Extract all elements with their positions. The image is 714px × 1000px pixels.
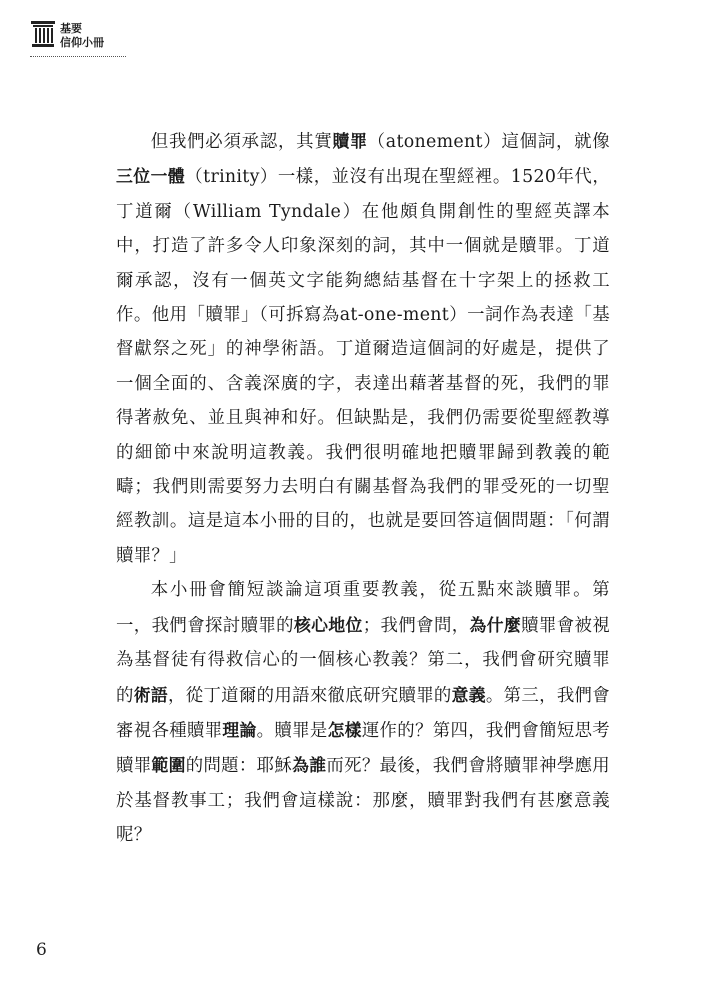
body-text xyxy=(116,124,610,853)
series-title xyxy=(60,22,104,50)
text-run: 而死？最後，我們會將贖罪神學應用於基督教事工；我們會這樣說：那麼，贖罪對我們有甚麼意義呢？ xyxy=(116,756,610,846)
text-run: ；我們會問， xyxy=(362,615,470,636)
text-run: （atonement）這個詞，就像 xyxy=(367,132,610,152)
bold-term: 理論 xyxy=(222,719,257,740)
text-run: 。贖罪是 xyxy=(256,720,328,741)
bold-term: 怎樣 xyxy=(327,719,362,740)
page-number: 6 xyxy=(36,940,47,960)
bold-term: 核心地位 xyxy=(293,614,363,635)
text-run: 。第三，我們會審視各種贖罪 xyxy=(116,685,610,741)
bold-term: 術語 xyxy=(133,684,168,705)
pillar-icon xyxy=(30,20,56,48)
text-run: 的問題：耶穌 xyxy=(185,756,293,777)
bold-term: 為誰 xyxy=(292,755,327,776)
bold-term: 三位一體 xyxy=(116,166,186,187)
series-title-line1: 基要 xyxy=(60,22,82,35)
text-run: 本小冊會簡短談論這項重要教義，從五點來談贖罪。第一，我們會探討贖罪的 xyxy=(116,580,610,636)
bold-term: 意義 xyxy=(451,684,486,705)
series-header xyxy=(30,18,126,62)
header-dotted-rule xyxy=(30,56,126,57)
bold-term: 贖罪 xyxy=(332,131,368,151)
series-title-line2: 信仰小冊 xyxy=(60,36,104,49)
text-run: 贖罪會被視為基督徒有得救信心的一個核心教義？第二，我們會研究贖罪的 xyxy=(116,615,611,706)
text-run: ，從丁道爾的用語來徹底研究贖罪的 xyxy=(167,685,452,706)
text-run: 但我們必須承認，其實 xyxy=(150,132,333,152)
paragraph-1 xyxy=(116,124,610,573)
text-run: 運作的？第四，我們會簡短思考贖罪 xyxy=(116,720,610,777)
bold-term: 為什麼 xyxy=(469,614,522,635)
bold-term: 範圍 xyxy=(151,755,186,776)
text-run: （trinity）一樣，並沒有出現在聖經裡。1520年代，丁道爾（William Tyndale）在他頗負開創性的聖經英譯本中，打造了許多令人印象深刻的詞，其中一個就是贖罪。丁道爾承認，沒有一個英文字能夠總結基督在十字架上的拯救工作。他用「贖罪」（可拆寫為at-one-ment）一詞作為表達「基督獻祭之死」的神學術語。丁道爾造這個詞的好處是，提供了一個全面的、含義深廣的字，表達出藉著基督的死，我們的罪得著赦免、並且與神和好。但缺點是，我們仍需要從聖經教導的細節中來說明這教義。我們很明確地把贖罪歸到教義的範疇；我們則需要努力去明白有關基督為我們的罪受死的一切聖經教訓。這是這本小冊的目的，也就是要回答這個問題：「何謂贖罪？」 xyxy=(116,167,611,566)
paragraph-2 xyxy=(116,573,610,852)
